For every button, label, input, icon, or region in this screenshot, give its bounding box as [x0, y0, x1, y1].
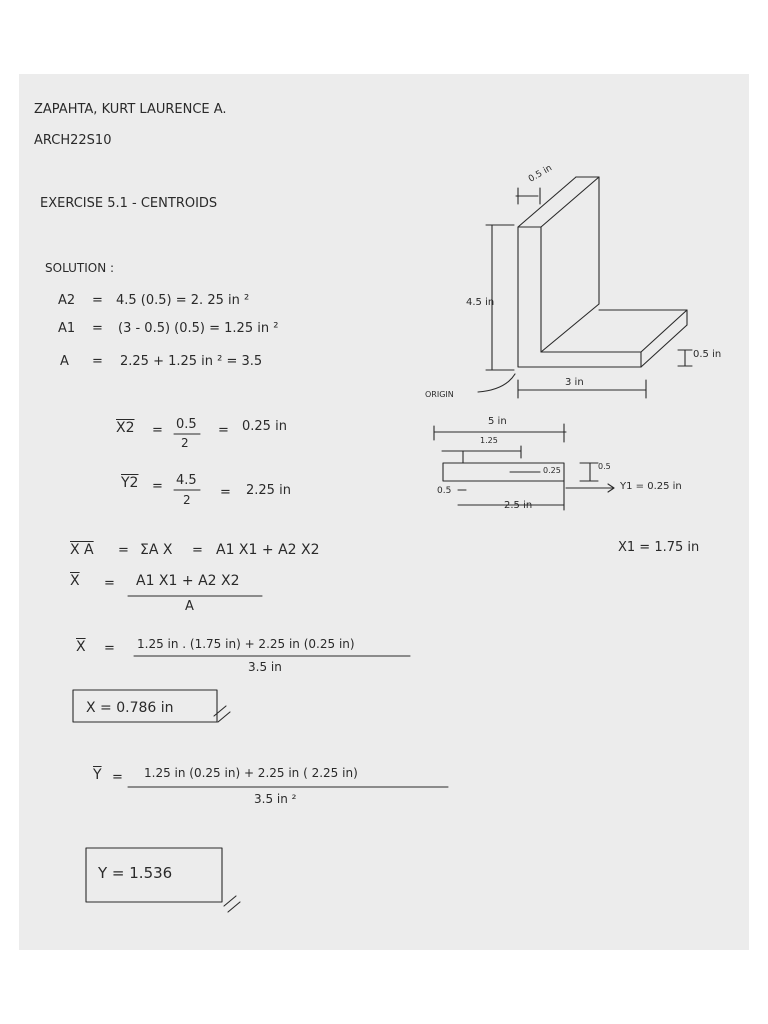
- a1-label: A1: [58, 321, 76, 336]
- iso-edge: [541, 177, 599, 227]
- section-rectangle: [443, 463, 564, 481]
- equals-sign: =: [112, 770, 123, 785]
- equals-sign: =: [192, 543, 203, 558]
- iso-edge: [518, 177, 576, 227]
- dim-small-label: 0.25: [543, 466, 561, 475]
- x2-denominator: 2: [181, 436, 189, 450]
- x-numerator: 1.25 in . (1.75 in) + 2.25 in (0.25 in): [137, 637, 355, 651]
- dim-thick-label: 0.5: [598, 462, 611, 471]
- a2-value: 4.5 (0.5) = 2. 25 in ²: [116, 293, 250, 308]
- dim-right-label: 0.5 in: [693, 349, 722, 360]
- origin-label: ORIGIN: [425, 390, 454, 399]
- equals-sign: =: [104, 576, 115, 591]
- dim-height-label: 4.5 in: [466, 297, 495, 308]
- y1-label: Y1 = 0.25 in: [620, 481, 682, 492]
- x-denominator: 3.5 in: [248, 660, 282, 674]
- a-value: 2.25 + 1.25 in ² = 3.5: [120, 354, 263, 369]
- underline-mark: [228, 902, 240, 912]
- equals-sign: =: [92, 293, 103, 308]
- equals-sign: =: [218, 423, 229, 438]
- equals-sign: =: [92, 354, 103, 369]
- y2-label: Y2: [121, 475, 139, 491]
- solution-label: SOLUTION :: [45, 261, 115, 275]
- equals-sign: =: [220, 485, 231, 500]
- formula-rhs: A1 X1 + A2 X2: [216, 542, 320, 558]
- dim-left-label: 0.5: [437, 486, 452, 496]
- equals-sign: =: [92, 321, 103, 336]
- course-code: ARCH22S10: [34, 133, 112, 148]
- iso-edge: [541, 304, 599, 352]
- underline-mark: [214, 706, 226, 716]
- origin-arrow: [478, 374, 515, 392]
- underline-mark: [224, 896, 236, 906]
- y-numerator: 1.25 in (0.25 in) + 2.25 in ( 2.25 in): [144, 766, 358, 780]
- x2-numerator: 0.5: [176, 417, 197, 432]
- x1-label: X1 = 1.75 in: [618, 540, 700, 555]
- y-denominator: 3.5 in ²: [254, 792, 297, 806]
- dim-inner-label: 1.25: [480, 436, 498, 445]
- y2-denominator: 2: [183, 493, 191, 507]
- iso-inner-outline: [518, 227, 641, 352]
- formula-denominator: A: [185, 599, 194, 614]
- dim-bottom-label: 2.5 in: [504, 500, 533, 511]
- equals-sign: =: [118, 543, 129, 558]
- dim-top-label: 0.5 in: [526, 163, 554, 185]
- equals-sign: =: [152, 423, 163, 438]
- a2-label: A2: [58, 293, 76, 308]
- iso-front-outline: [518, 227, 641, 367]
- exercise-title: EXERCISE 5.1 - CENTROIDS: [40, 196, 218, 211]
- y-result: Y = 1.536: [98, 864, 173, 882]
- formula-lhs: X A: [70, 542, 94, 558]
- a-label: A: [60, 354, 69, 369]
- ybar-label: $\overline{Y}$: [93, 767, 102, 783]
- y-result-box: [86, 848, 222, 902]
- x2-label: X2: [116, 420, 135, 436]
- xbar-label: $\overline{X}$: [70, 573, 80, 589]
- dim-base-label: 3 in: [565, 377, 584, 388]
- student-name: ZAPAHTA, KURT LAURENCE A.: [34, 102, 227, 117]
- x2-result: 0.25 in: [242, 419, 287, 434]
- underline-mark: [218, 712, 230, 722]
- dim-total-label: 5 in: [488, 416, 507, 427]
- y2-numerator: 4.5: [176, 473, 197, 488]
- y2-result: 2.25 in: [246, 483, 291, 498]
- xbar-label: $\overline{X}$: [76, 639, 86, 655]
- formula-numerator: A1 X1 + A2 X2: [136, 573, 240, 589]
- equals-sign: =: [104, 641, 115, 656]
- equals-sign: =: [152, 479, 163, 494]
- x-result: X = 0.786 in: [86, 700, 174, 716]
- a1-value: (3 - 0.5) (0.5) = 1.25 in ²: [118, 321, 279, 336]
- formula-sum: ΣA X: [140, 542, 173, 558]
- x-result-box: [73, 690, 217, 722]
